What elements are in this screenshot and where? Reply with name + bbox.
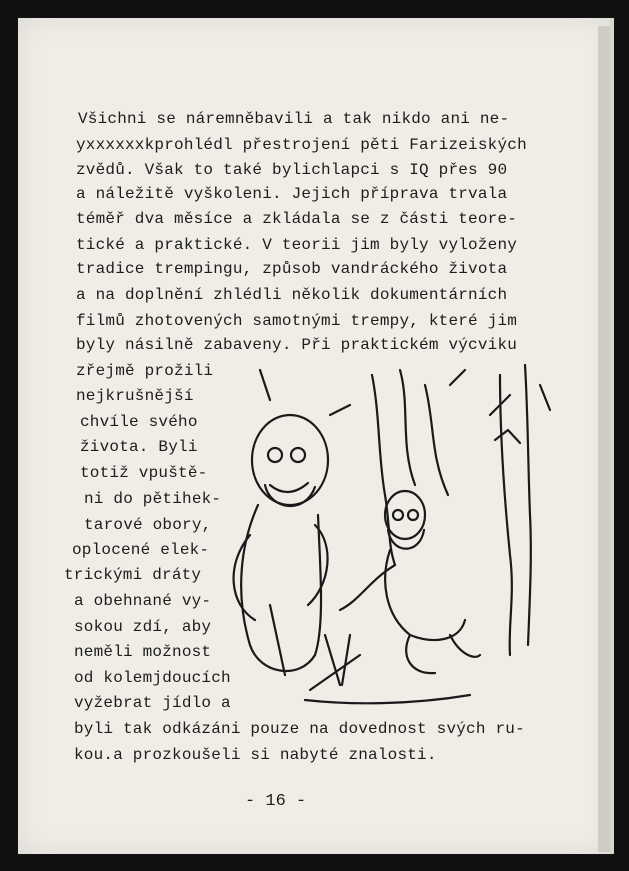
leg: [450, 635, 480, 657]
tree-trunk: [400, 370, 415, 485]
page-edge: [598, 26, 610, 852]
tree-trunk: [372, 375, 395, 565]
text-line: nejkrušnější: [76, 387, 194, 405]
grinning-mouth: [270, 483, 308, 492]
text-line: ni do pětihek-: [84, 490, 222, 508]
text-line: byly násilně zabaveny. Při praktickém výcviku: [76, 336, 518, 354]
ground: [305, 695, 470, 703]
tree-branch: [540, 385, 550, 410]
text-line: od kolemjdoucích: [74, 669, 231, 687]
text-line: totiž vpuště-: [80, 464, 208, 482]
text-line: a obehnané vy-: [74, 592, 212, 610]
text-line: sokou zdí, aby: [74, 618, 212, 636]
text-line: kou.a prozkoušeli si nabyté znalosti.: [74, 746, 437, 764]
eye: [393, 510, 403, 520]
body: [241, 505, 321, 671]
text-line: vyžebrat jídlo a: [74, 694, 231, 712]
text-line: zvědů. Však to také bylichlapci s IQ přes 90: [76, 161, 508, 179]
text-line: Všichni se náremněbavili a tak nikdo ani ne-: [78, 110, 510, 128]
tree-branch: [495, 430, 520, 443]
cartoon-illustration: [210, 355, 570, 725]
arm: [308, 525, 328, 605]
tree-trunk: [425, 385, 448, 495]
page-number: - 16 -: [245, 792, 307, 811]
stick: [270, 605, 285, 675]
arm: [340, 565, 395, 610]
knife: [310, 655, 360, 690]
text-line: tarové obory,: [84, 516, 212, 534]
text-line: byli tak odkázáni pouze na dovednost svých ru-: [74, 720, 525, 738]
text-line: tické a praktické. V teorii jim byly vyloženy: [76, 236, 518, 254]
tree-branch: [450, 370, 465, 385]
tree-trunk: [525, 365, 531, 645]
text-line: a na doplnění zhlédli několik dokumentárních: [76, 286, 508, 304]
tree-trunk: [500, 375, 512, 655]
text-line: života. Byli: [80, 438, 198, 456]
eye: [291, 448, 305, 462]
text-line: téměř dva měsíce a zkládala se z části teore-: [76, 210, 518, 228]
text-line: chvíle svého: [80, 413, 198, 431]
text-line: a náležitě vyškoleni. Jejich příprava trvala: [76, 185, 508, 203]
text-line: oplocené elek-: [72, 541, 210, 559]
body: [385, 550, 465, 640]
text-line: zřejmě prožili: [76, 362, 214, 380]
tree-branch: [260, 370, 270, 400]
text-line: trickými dráty: [64, 566, 202, 584]
text-line: tradice trempingu, způsob vandráckého života: [76, 260, 508, 278]
text-line: neměli možnost: [74, 643, 212, 661]
eye: [408, 510, 418, 520]
text-line: yxxxxxxkprohlédl přestrojení pěti Farizeiských: [76, 136, 527, 154]
eye: [268, 448, 282, 462]
tree-branch: [330, 405, 350, 415]
text-line: filmů zhotovených samotnými trempy, které jim: [76, 312, 518, 330]
